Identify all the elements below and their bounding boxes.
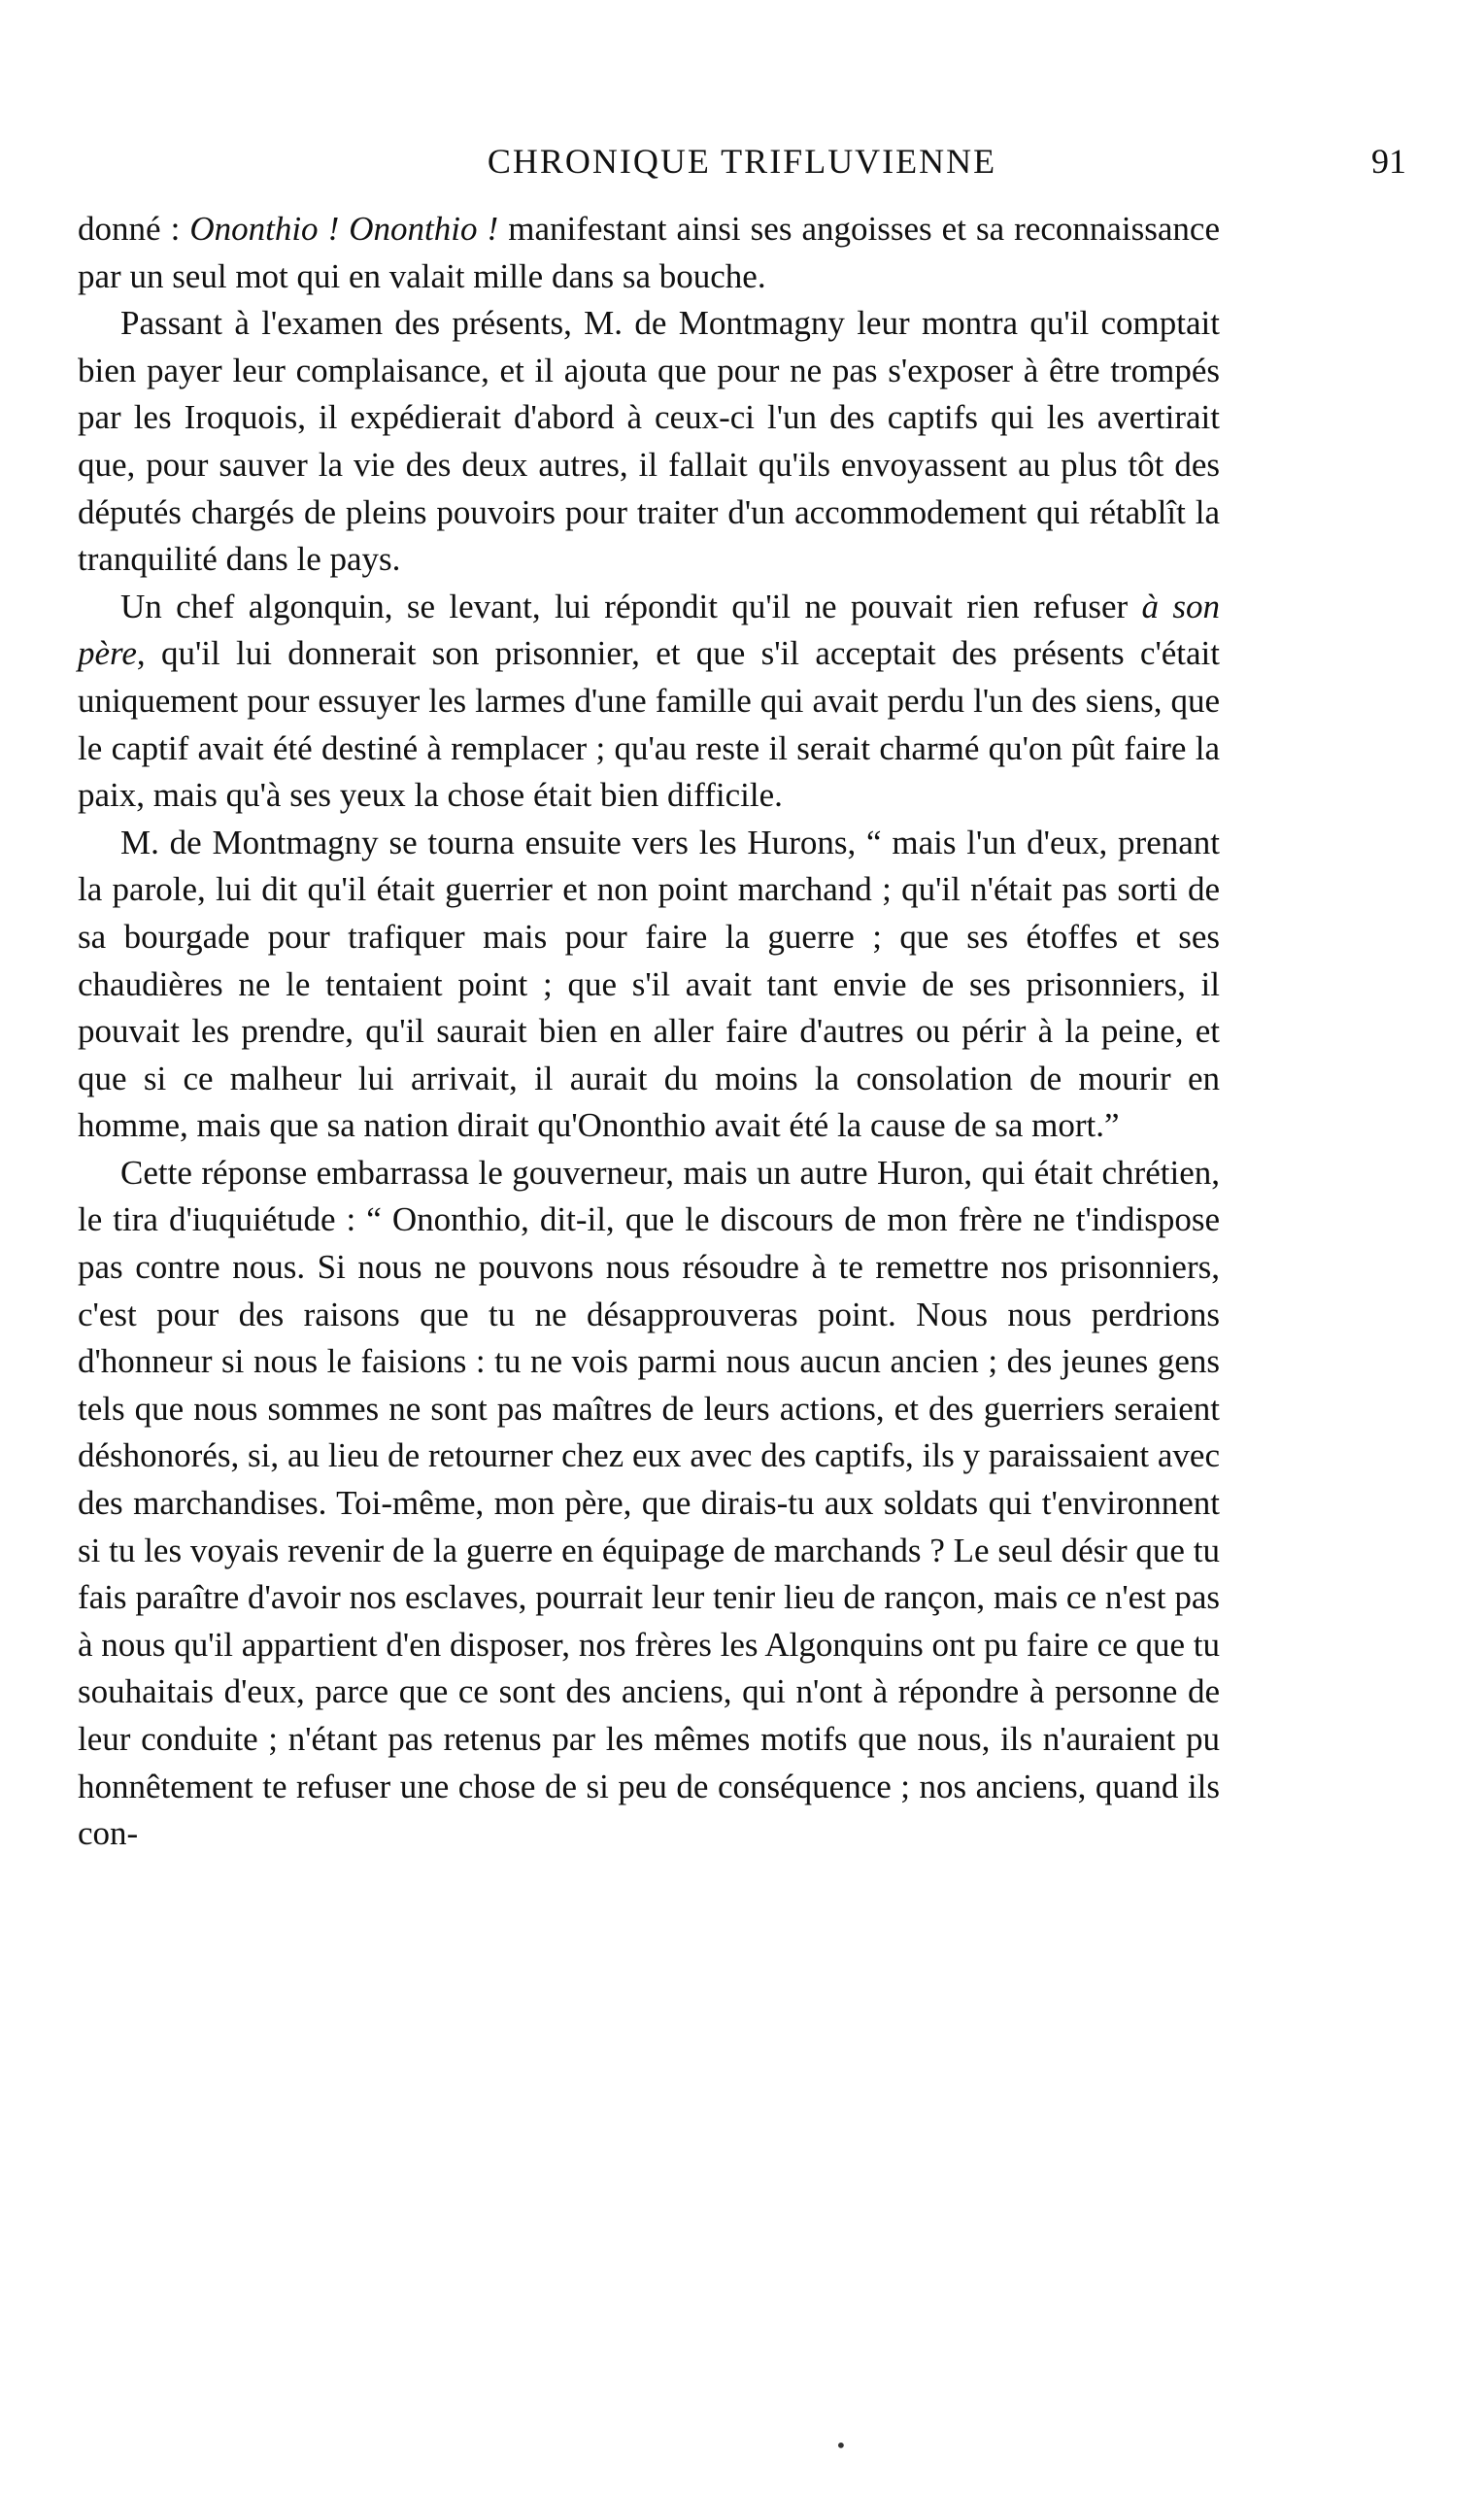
paragraph-1 xyxy=(78,206,1220,300)
running-title: CHRONIQUE TRIFLUVIENNE xyxy=(487,142,997,181)
paragraph-1-rest: manifestant ainsi ses angoisses et sa reconnaissance par un seul mot qui en valait mille dans sa bouche. xyxy=(78,210,1220,295)
bottom-dot-mark: • xyxy=(835,2434,847,2457)
page-header xyxy=(78,132,1406,190)
paragraph-4: M. de Montmagny se tourna ensuite vers les Hurons, “ mais l'un d'eux, prenant la parole, lui dit qu'il était guerrier et non point marchand ; qu'il n'était pas sorti de sa bourgade pour trafiquer mais pour faire la guerre ; que ses étoffes et ses chaudières ne le tentaient point ; que s'il avait tant envie de ses prisonniers, il pouvait les prendre, qu'il saurait bien en aller faire d'autres ou périr à la peine, et que si ce malheur lui arrivait, il aurait du moins la consolation de mourir en homme, mais que sa nation dirait qu'Ononthio avait été la cause de sa mort.” xyxy=(78,823,1220,1145)
paragraph-3-italic: à son père xyxy=(78,587,1220,673)
paragraph-5: Cette réponse embarrassa le gouverneur, mais un autre Huron, qui était chrétien, le tira d'iuquiétude : “ Ononthio, dit-il, que le discours de mon frère ne t'indispose pas contre nous. Si nous ne pouvons nous résoudre à te remettre nos prisonniers, c'est pour des raisons que tu ne désapprouveras point. Nous nous perdrions d'honneur si nous le faisions : tu ne vois parmi nous aucun ancien ; des jeunes gens tels que nous sommes ne sont pas maîtres de leurs actions, et des guerriers seraient déshonorés, si, au lieu de retourner chez eux avec des captifs, ils y paraissaient avec des marchandises. Toi-même, mon père, que dirais-tu aux soldats qui t'environnent si tu les voyais revenir de la guerre en équipage de marchands ? Le seul désir que tu fais paraître d'avoir nos esclaves, pourrait leur tenir lieu de rançon, mais ce n'est pas à nous qu'il appartient d'en disposer, nos frères les Algonquins ont pu faire ce que tu souhaitais d'eux, parce que ce sont des anciens, qui n'ont à répondre à personne de leur conduite ; n'étant pas retenus par les mêmes motifs que nous, ils n'auraient pu honnêtement te refuser une chose de si peu de conséquence ; nos anciens, quand ils con- xyxy=(78,1153,1220,1853)
paragraph-1-start: donné : xyxy=(78,210,190,248)
paragraph-3 xyxy=(78,584,1220,820)
body-text xyxy=(78,206,1220,1858)
paragraph-3-rest: , qu'il lui donnerait son prisonnier, et que s'il acceptait des présents c'était uniquement pour essuyer les larmes d'une famille qui avait perdu l'un des siens, que le captif avait été destiné à remplacer ; qu'au reste il serait charmé qu'on pût faire la paix, mais qu'à ses yeux la chose était bien difficile. xyxy=(78,634,1220,815)
paragraph-2: Passant à l'examen des présents, M. de Montmagny leur montra qu'il comptait bien payer leur complaisance, et il ajouta que pour ne pas s'exposer à être trompés par les Iroquois, il expédierait d'abord à ceux-ci l'un des captifs qui les avertirait que, pour sauver la vie des deux autres, il fallait qu'ils envoyassent au plus tôt des députés chargés de pleins pouvoirs pour traiter d'un accommodement qui rétablît la tranquilité dans le pays. xyxy=(78,304,1220,579)
paragraph-1-italic: Ononthio ! Ononthio ! xyxy=(189,210,499,248)
page-number: 91 xyxy=(1371,142,1406,181)
paragraph-3-start: Un chef algonquin, se levant, lui répondit qu'il ne pouvait rien refuser xyxy=(120,587,1142,625)
